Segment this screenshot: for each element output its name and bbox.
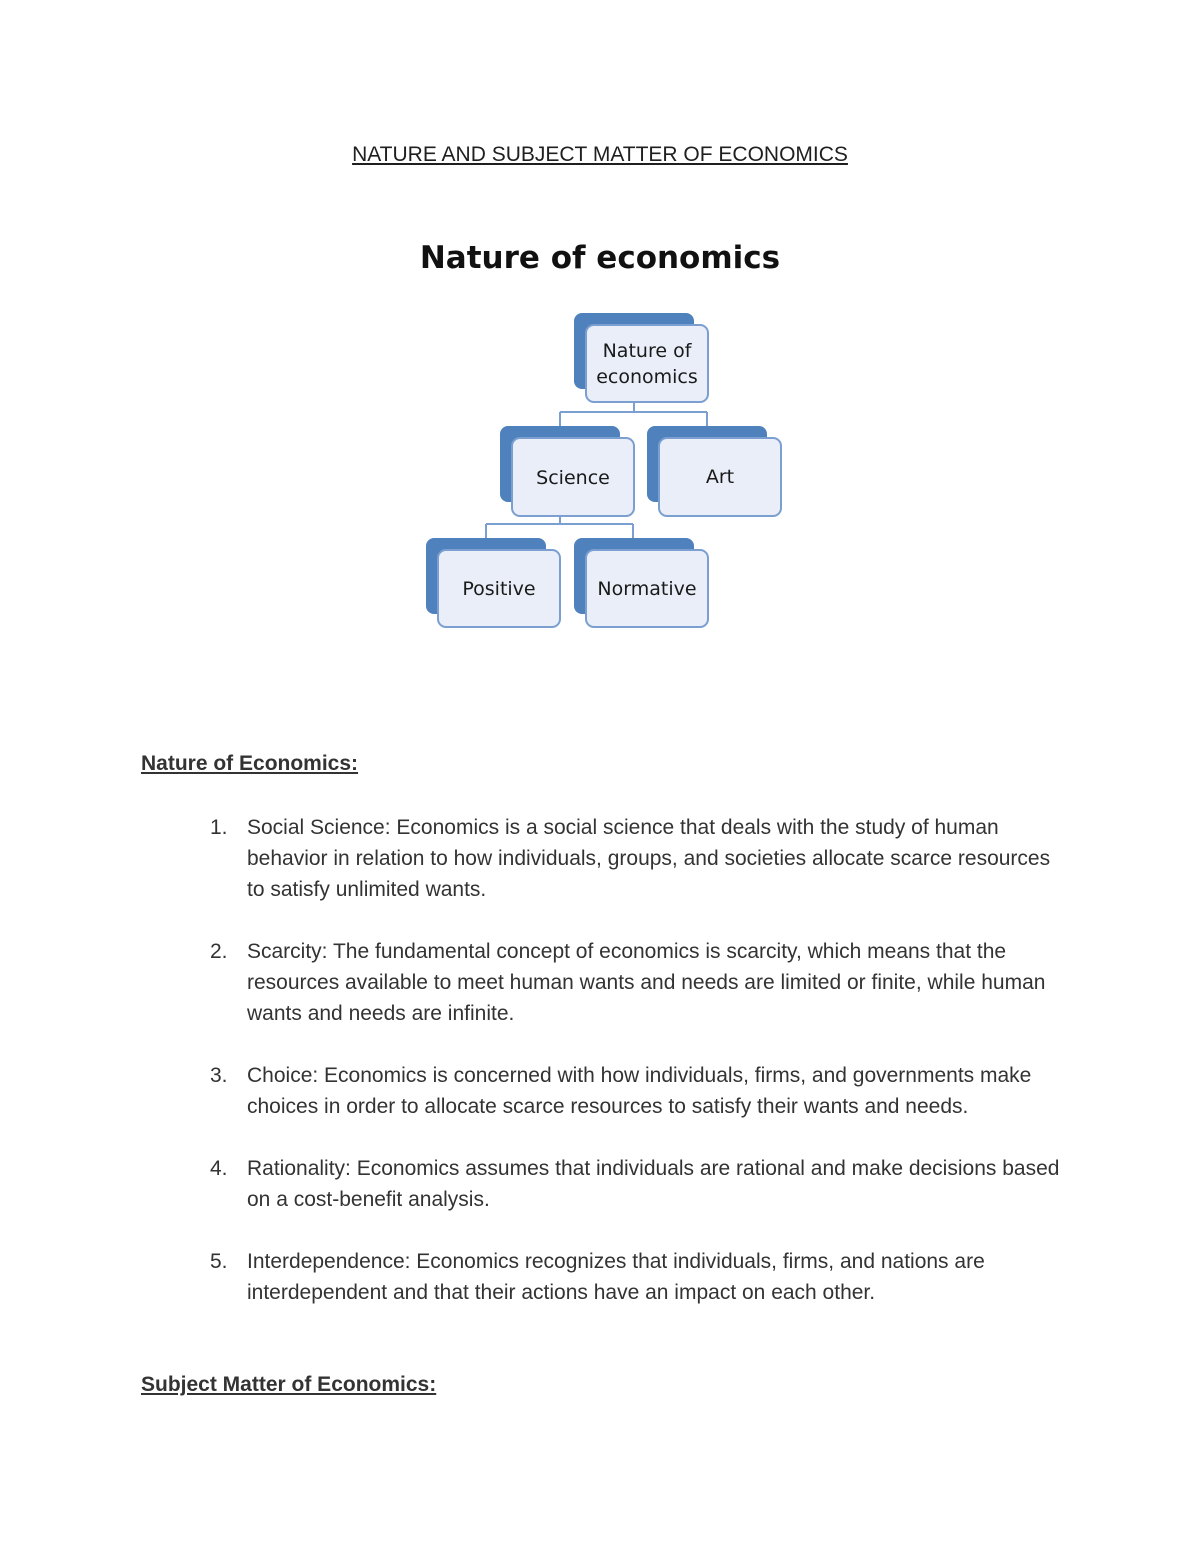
node-positive xyxy=(426,538,560,627)
list-item-number: 3. xyxy=(210,1064,228,1087)
node-art xyxy=(647,426,781,516)
connector-root-children xyxy=(560,400,707,426)
list-item-text: Social Science: Economics is a social science that deals with the study of human behavior in relation to how individuals, groups, and societies allocate scarce resources to satisfy unlimited wants. xyxy=(247,816,1051,901)
list-item-number: 2. xyxy=(210,940,228,963)
list-item-text: Scarcity: The fundamental concept of economics is scarcity, which means that the resources available to meet human wants and needs are limited or finite, while human wants and needs are infinite. xyxy=(247,940,1046,1025)
nature-points-list xyxy=(0,812,1200,1339)
list-item xyxy=(0,1060,1067,1122)
node-art-label: Art xyxy=(705,466,735,488)
list-item-text: Interdependence: Economics recognizes that individuals, firms, and nations are interdependent and that their actions have an impact on each other. xyxy=(247,1250,985,1304)
node-normative xyxy=(574,538,708,627)
list-item-text: Choice: Economics is concerned with how individuals, firms, and governments make choices in order to allocate scarce resources to satisfy their wants and needs. xyxy=(247,1064,1032,1118)
list-item-number: 4. xyxy=(210,1157,228,1180)
document-title: NATURE AND SUBJECT MATTER OF ECONOMICS xyxy=(352,143,848,166)
list-item-text: Rationality: Economics assumes that individuals are rational and make decisions based on a cost-benefit analysis. xyxy=(247,1157,1060,1211)
list-item xyxy=(0,936,1067,1029)
node-root-label-line1: Nature of xyxy=(602,340,692,362)
node-science xyxy=(500,426,634,516)
node-nature-of-economics xyxy=(574,313,708,402)
node-root-label-line2: economics xyxy=(596,366,698,388)
connector-science-children xyxy=(486,514,633,538)
nature-of-economics-diagram xyxy=(400,300,800,640)
list-item xyxy=(0,1246,1067,1308)
nature-section-heading: Nature of Economics: xyxy=(141,752,359,775)
list-item xyxy=(0,1153,1067,1215)
list-item-number: 5. xyxy=(210,1250,228,1273)
hierarchy-svg xyxy=(400,300,800,640)
node-science-label: Science xyxy=(536,467,610,489)
list-item xyxy=(0,812,1067,905)
node-positive-label: Positive xyxy=(462,578,536,600)
node-root-box xyxy=(586,325,708,402)
list-item-number: 1. xyxy=(210,816,228,839)
diagram-title: Nature of economics xyxy=(419,240,781,276)
subject-section-heading: Subject Matter of Economics: xyxy=(141,1373,437,1396)
node-normative-label: Normative xyxy=(597,578,697,600)
